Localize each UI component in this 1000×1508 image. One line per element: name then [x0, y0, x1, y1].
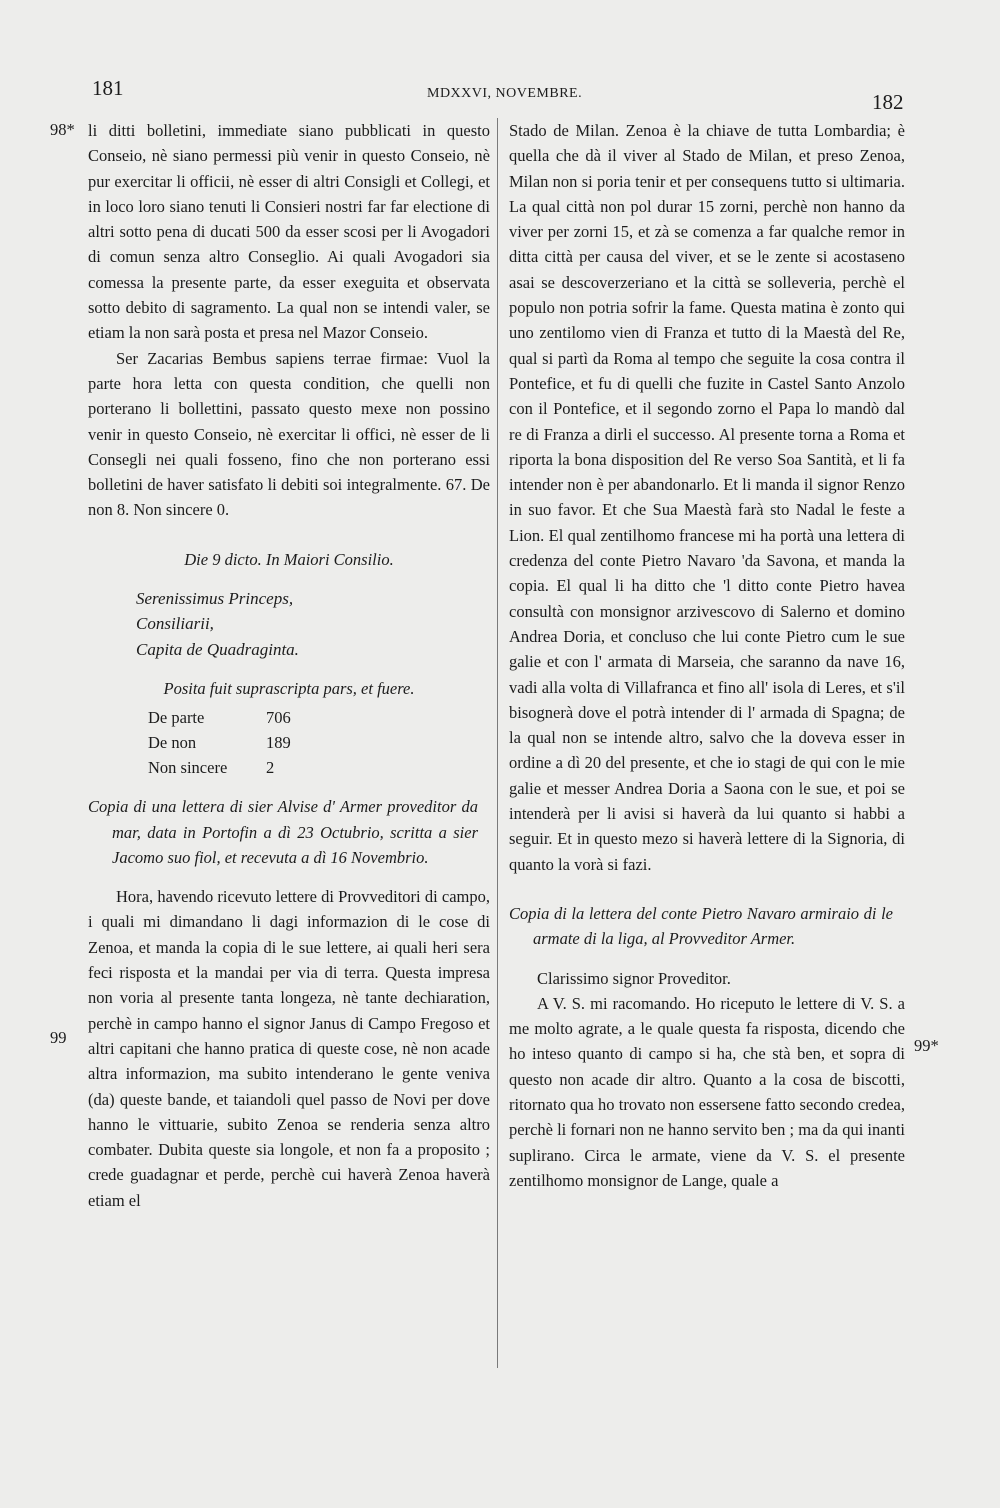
- margin-note-99-right: 99*: [914, 1036, 939, 1055]
- posita-heading: Posita fuit suprascripta pars, et fuere.: [163, 678, 415, 698]
- margin-note-99: 99: [50, 1028, 67, 1047]
- vote-value: 189: [266, 733, 291, 753]
- left-column: [88, 118, 490, 1213]
- addressee-line-1: Serenissimus Princeps,: [136, 589, 294, 609]
- vote-label: De non: [148, 733, 197, 753]
- paragraph-vs: A V. S. mi racomando. Ho riceputo le lettere di V. S. a me molto agrate, a le quale questa fa risposta, dicendo che ho inteso quanto di campo si ha, che stà ben, et sopra di questo non acade dir altro. Quanto a la cosa de biscotti, ritornato qua ho trovato non essersene fatto secondo credea, perchè li fornari non ne hanno servito ben ; ma da qui inanti suplirano. Circa le armate, viene da V. S. el presente zentilhomo monsignor de Lange, quale a: [509, 993, 905, 1190]
- addressee-line-2: Consiliarii,: [136, 614, 214, 634]
- paragraph-stado: Stado de Milan. Zenoa è la chiave de tutta Lombardia; è quella che dà il viver al Stado de Milan, et preso Zenoa, Milan non si poria tenir et per consequens tutto si ultimaria. La qual città non pol durar 15 zorni, perchè non hanno da viver per zorni 15, et zà se comenza a far qualche remor in ditta città per causa del viver, et se le zente si acostaseno asai se descoverzeriano et la città se solleveria, perchè el populo non potria sofrir la fame. Questa matina è zonto qui uno zentilomo vien di Franza et tutto di la Maestà del Re, qual si partì da Roma al tempo che seguite la cosa contra il Pontefice, et fu di quelli che fuzite in Castel Santo Anzolo con il Pontefice, et il segondo zorno el Papa lo mandò dal re di Franza a dirli el successo. Al presente torna a Roma et riporta la bona disposition del Re verso Soa Santità, et li fa intender non è per abandonarlo. Et li manda il signor Renzo in suo favor. Et che Sua Maestà farà sto Nadal le feste a Lion. El qual zentilhomo francese mi ha portà una lettera di credenza del conte Pietro Navaro 'da Savona, et manda la copia. El qual li ha ditto che 'l ditto conte Pietro havea consultà con monsignor arzivescovo di Salerno et domino Andrea Doria, et concluso che lui conte Pietro cum le sue galie et con l' armata di Marseia, che saranno da nave 16, vadi alla volta di Villafranca et fino all' isola di Leres, et s'il bisognerà dove el potrà intender di l' armada di Spagna; de la qual non se intende altro, salvo che la doveva esser in ordine a dì 20 del presente, et che io stagi de qui con le mie galie et messer Andrea Doria a Saona con le sue, et poi se intenderà per li avisi si haverà da lui quanto si habbi a seguir. Et in questo mezo si haverà lettere di la Signoria, di quanto la vorà si fazi.: [509, 121, 905, 874]
- paragraph-bolletini: li ditti bolletini, immediate siano pubblicati in questo Conseio, nè siano permessi più venir in questo Conseio, nè pur exercitar li officii, nè esser di altri Consigli et Collegi, et in loco loro siano tenuti li Consieri nostri far far electione di altri sotto pena di ducati 500 da esser scosi per li Avogadori di comun senza altro Conseglio. Ai quali Avogadori sia comessa la presente parte, da esser exeguita et observata sotto debito di sagramento. La qual non se intendi valer, se etiam la non sarà posta et presa nel Mazor Conseio.: [88, 121, 490, 343]
- column-divider: [497, 118, 498, 1368]
- vote-value: 2: [266, 758, 275, 778]
- vote-label: De parte: [148, 708, 205, 728]
- paragraph-hora: Hora, havendo ricevuto lettere di Provveditori di campo, i quali mi dimandano li dagi informazion di le cose di Zenoa, et manda la copia di le sue lettere, ai quali heri sera feci risposta et la mandai per via di terra. Questa impresa non voria al presente tanta longeza, nè tante dechiaration, perchè in campo hanno el signor Janus di Campo Fregoso et altri capitani che hanno pratica di queste cose, nè non acade altra informazion, ma subito intenderano le gente veniva (da) queste bande, et taiandoli quel passo de Novi per dove hanno le vittuarie, subito Zenoa se renderia senza altro combater. Dubita queste sia longole, et non fa a proposito ; crede guadagnar et perde, perchè cui haverà Zenoa haverà etiam el: [88, 887, 490, 1210]
- running-title: MDXXVI, NOVEMBRE.: [427, 86, 583, 101]
- right-column: [509, 118, 905, 1193]
- votes-row: [148, 755, 291, 780]
- votes-table: [148, 705, 291, 780]
- vote-value: 706: [266, 708, 291, 728]
- letter-salutation: Clarissimo signor Proveditor.: [537, 968, 731, 988]
- paragraph-bembus: Ser Zacarias Bembus sapiens terrae firmae: Vuol la parte hora letta con questa condition, che quelli non porterano li bollettini, passato questo mexe non possino venir in questo Conseio, nè exercitar li offici, nè esser de li Consegli nei quali fosseno, fino che non porterano essi bolletini de haver satisfato li debiti soi integralmente. 67. De non 8. Non sincere 0.: [88, 348, 490, 520]
- letter-heading-armer: Copia di una lettera di sier Alvise d' Armer proveditor da mar, data in Portofin a dì 23 Octubrio, scritta a sier Jacomo suo fiol, et recevuta a dì 16 Novembrio.: [88, 797, 478, 867]
- die-heading: Die 9 dicto. In Maiori Consilio.: [184, 549, 394, 569]
- letter-heading-navaro: Copia di la lettera del conte Pietro Navaro armiraio di le armate di la liga, al Provveditor Armer.: [509, 903, 893, 949]
- margin-note-98: 98*: [50, 120, 75, 139]
- left-page-number: 181: [92, 76, 124, 100]
- addressee-line-3: Capita de Quadraginta.: [136, 639, 299, 659]
- votes-row: [148, 705, 291, 730]
- votes-row: [148, 730, 291, 755]
- right-page-number: 182: [872, 90, 904, 114]
- vote-label: Non sincere: [148, 758, 228, 778]
